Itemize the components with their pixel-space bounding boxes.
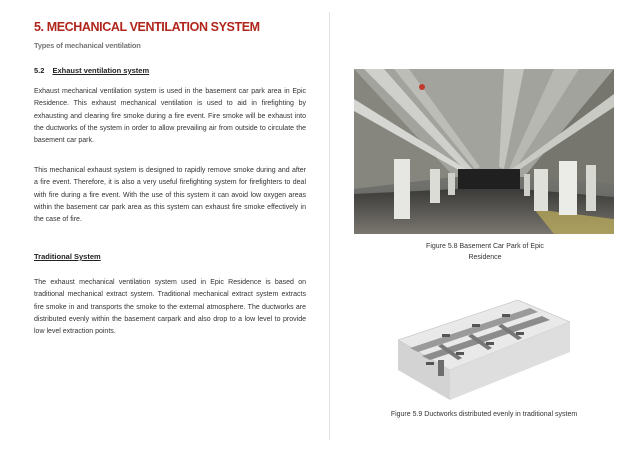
car-park-illustration bbox=[354, 69, 614, 234]
body-paragraph-2: This mechanical exhaust system is designed to rapidly remove smoke during and after a fire event. Therefore, it is also a very useful firefighting system for firefighters to deal with fire during a fire event. With the use of this system it can avoid low oxygen areas within the basement car park area as this system can exhaust fire smoke effectively in the case of fire. bbox=[34, 167, 306, 224]
figure-5-9-caption: Figure 5.9 Ductworks distributed evenly in traditional system bbox=[390, 411, 578, 418]
column-divider bbox=[329, 12, 330, 440]
figure-5-8-caption: Figure 5.8 Basement Car Park of Epic Residence bbox=[426, 243, 544, 261]
ductwork-diagram bbox=[398, 300, 570, 400]
car-park-photo bbox=[354, 69, 614, 234]
section-title: Exhaust ventilation system bbox=[52, 66, 150, 75]
page-subtitle: Types of mechanical ventilation bbox=[34, 41, 141, 50]
section-heading bbox=[34, 66, 149, 75]
page-title: 5. MECHANICAL VENTILATION SYSTEM bbox=[34, 20, 260, 34]
body-paragraph-3: The exhaust mechanical ventilation system used in Epic Residence is based on traditional mechanical extract system. Traditional mechanical extract system extracts fire smoke in and transports the smoke to the external atmosphere. The ductworks are distributed evenly within the basement carpark and also drop to a low level to provide low level extraction points. bbox=[34, 279, 306, 336]
section-number: 5.2 bbox=[34, 66, 45, 75]
ductwork-illustration bbox=[398, 300, 570, 400]
body-paragraph-1: Exhaust mechanical ventilation system is used in the basement car park area in Epic Residence. This exhaust mechanical ventilation is used to aid in firefighting by exhausting and clearing fire smoke during a fire event. Fire smoke will be exhaust into the ductworks of the system in order to allow prevailing air from outside to circulate the basement car park. bbox=[34, 88, 306, 145]
subsection-heading: Traditional System bbox=[34, 252, 101, 261]
